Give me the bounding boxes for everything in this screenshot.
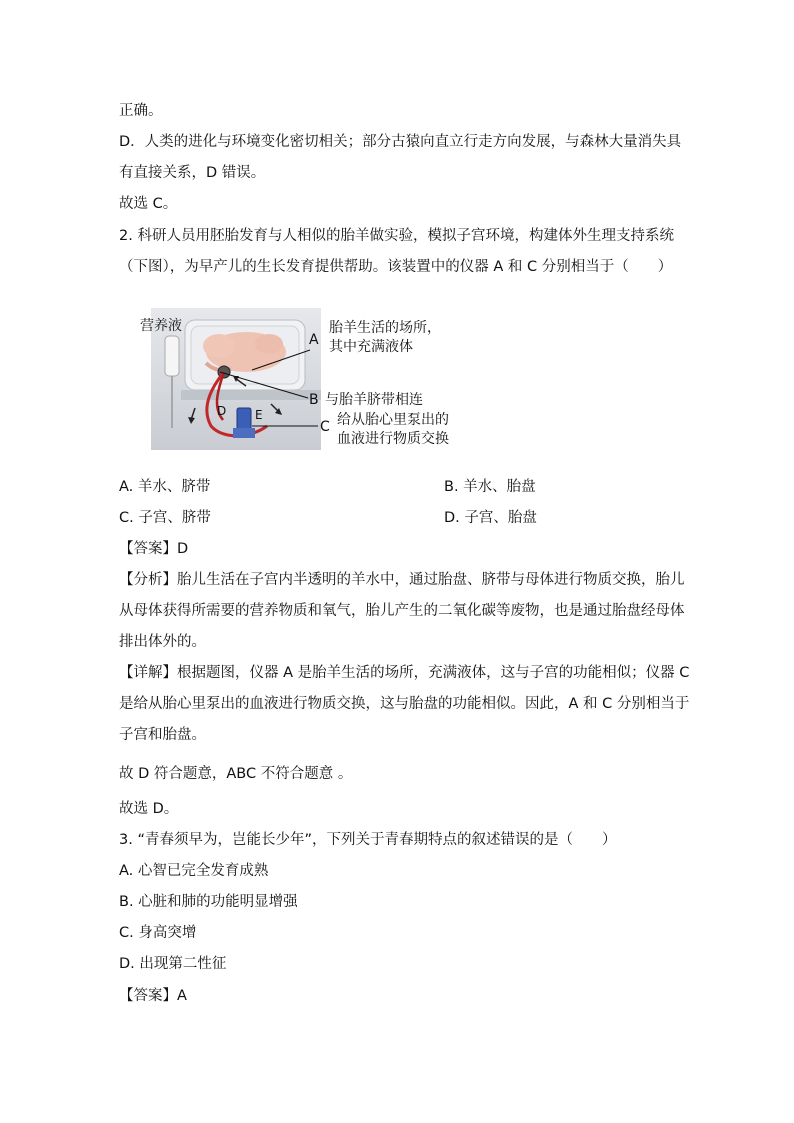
detail-line: [119, 663, 689, 683]
analysis-text: 胎儿生活在子宫内半透明的羊水中，通过胎盘、脐带与母体进行物质交换，胎儿: [177, 572, 685, 588]
label-e: E: [255, 408, 263, 422]
q3-option-c: C. 身高突增: [119, 925, 197, 941]
label-c-desc: 血液进行物质交换: [337, 431, 449, 447]
label-d: D: [217, 404, 227, 418]
text-line: 故选 C。: [119, 196, 178, 212]
analysis-line: 排出体外的。: [119, 634, 206, 650]
conclusion-line: 故 D 符合题意，ABC 不符合题意 。: [119, 766, 353, 782]
q3-option-b: B. 心脏和肺的功能明显增强: [119, 894, 298, 910]
analysis-tag: 【分析】: [119, 572, 177, 588]
detail-line: 是给从胎心里泵出的血液进行物质交换，这与胎盘的功能相似。因此，A 和 C 分别相当于: [119, 696, 690, 712]
label-nutrient-solution: 营养液: [140, 318, 182, 334]
label-a-desc: 胎羊生活的场所，: [329, 320, 441, 336]
q3-option-d: D. 出现第二性征: [119, 956, 227, 972]
label-c-desc: 给从胎心里泵出的: [337, 412, 449, 428]
label-a-desc: 其中充满液体: [329, 339, 413, 355]
text-line: 正确。: [119, 103, 163, 119]
q3-option-a: A. 心智已完全发育成熟: [119, 863, 269, 879]
analysis-line: [119, 570, 685, 590]
option-c: C. 子宫、脐带: [119, 510, 211, 526]
answer-tag: 【答案】: [119, 541, 177, 557]
text-line: D．人类的进化与环境变化密切相关；部分古猿向直立行走方向发展，与森林大量消失具: [119, 134, 682, 150]
q3-answer-line: [119, 986, 187, 1006]
option-a: A. 羊水、脐带: [119, 479, 211, 495]
label-b-desc: 与胎羊脐带相连: [325, 392, 423, 408]
option-d: D. 子宫、胎盘: [444, 510, 537, 526]
question-3-stem: 3. “青春须早为，岂能长少年”，下列关于青春期特点的叙述错误的是（ ）: [119, 832, 617, 848]
detail-line: 子宫和胎盘。: [119, 727, 206, 743]
detail-text: 根据题图，仪器 A 是胎羊生活的场所，充满液体，这与子宫的功能相似；仪器 C: [177, 665, 690, 681]
label-b: B: [309, 392, 319, 408]
question-2-stem: 2. 科研人员用胚胎发育与人相似的胎羊做实验，模拟子宫环境，构建体外生理支持系统: [119, 228, 674, 244]
text-line: 有直接关系，D 错误。: [119, 165, 266, 181]
answer-value: A: [177, 988, 187, 1004]
detail-tag: 【详解】: [119, 665, 177, 681]
label-a: A: [309, 332, 319, 348]
label-c: C: [320, 419, 330, 435]
answer-value: D: [177, 541, 189, 557]
choose-line: 故选 D。: [119, 801, 179, 817]
answer-line: [119, 539, 188, 559]
option-b: B. 羊水、胎盘: [444, 479, 536, 495]
analysis-line: 从母体获得所需要的营养物质和氧气，胎儿产生的二氧化碳等废物，也是通过胎盘经母体: [119, 603, 685, 619]
answer-tag: 【答案】: [119, 988, 177, 1004]
apparatus-figure: [140, 308, 470, 458]
question-2-stem: （下图），为早产儿的生长发育提供帮助。该装置中的仪器 A 和 C 分别相当于（ ）: [119, 259, 673, 275]
